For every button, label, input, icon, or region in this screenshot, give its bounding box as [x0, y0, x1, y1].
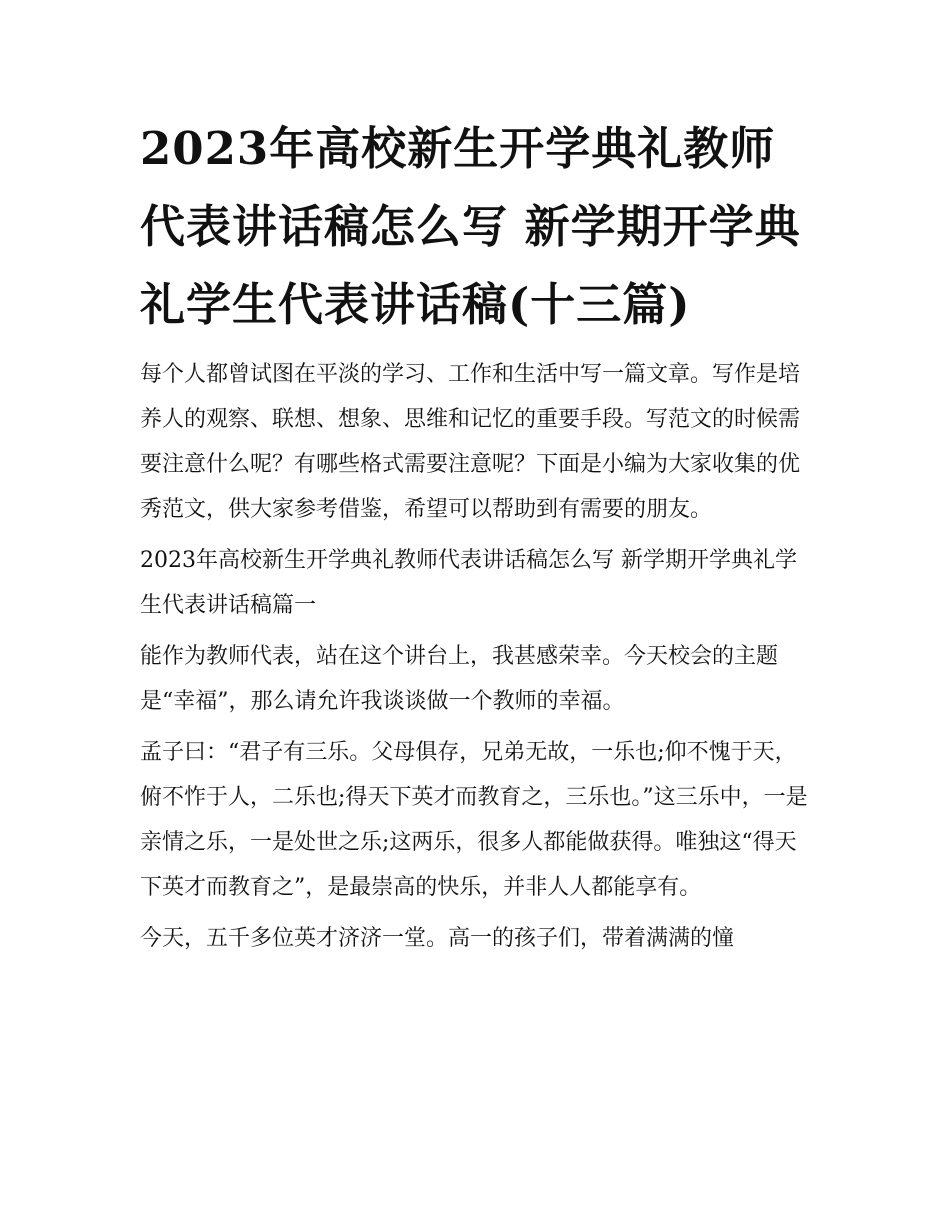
intro-paragraph: 每个人都曾试图在平淡的学习、工作和生活中写一篇文章。写作是培养人的观察、联想、想象、思维和记忆的重要手段。写范文的时候需要注意什么呢？有哪些格式需要注意呢？下面是小编为大家收集的优秀范文，供大家参考借鉴，希望可以帮助到有需要的朋友。 [140, 362, 801, 522]
body-paragraph-3: 今天，五千多位英才济济一堂。高一的孩子们，带着满满的憧 [140, 926, 735, 951]
body-paragraph-1: 能作为教师代表，站在这个讲台上，我甚感荣幸。今天校会的主题是“幸福”，那么请允许我谈谈做一个教师的幸福。 [140, 644, 779, 714]
section-heading: 2023年高校新生开学典礼教师代表讲话稿怎么写 新学期开学典礼学生代表讲话稿篇一 [140, 548, 797, 618]
document-title: 2023年高校新生开学典礼教师代表讲话稿怎么写 新学期开学典礼学生代表讲话稿(十三篇) [140, 122, 801, 331]
document-page [140, 110, 815, 961]
body-paragraph-2: 孟子曰：“君子有三乐。父母俱存，兄弟无故，一乐也;仰不愧于天，俯不怍于人，二乐也;得天下英才而教育之，三乐也。”这三乐中，一是亲情之乐，一是处世之乐;这两乐，很多人都能做获得。唯独这“得天下英才而教育之”，是最崇高的快乐，并非人人都能享有。 [140, 740, 808, 900]
